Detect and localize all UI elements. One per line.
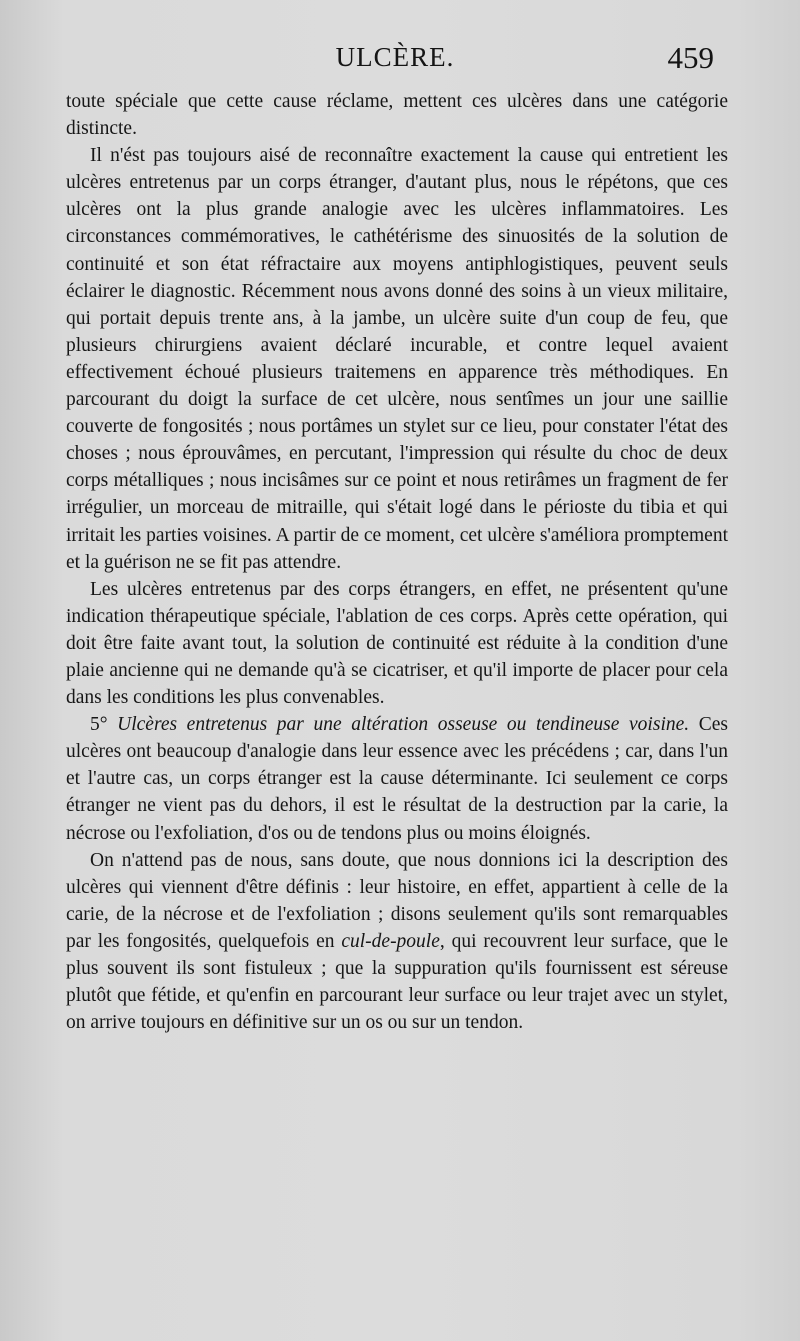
paragraph-foreign-body-diagnosis: Il n'ést pas toujours aisé de reconnaître exactement la cause qui entretient les ulcères entretenus par un corps étranger, d'autant plus, nous le répétons, que ces ulcères ont la plus grande analogie avec les ulcères inflammatoires. Les circonstances commémoratives, le cathétérisme des sinuosités de la solution de continuité et son état réfractaire aux moyens antiphlogistiques, peuvent seuls éclairer le diagnostic. Récemment nous avons donné des soins à un vieux militaire, qui portait depuis trente ans, à la jambe, un ulcère suite d'un coup de feu, que plusieurs chirurgiens avaient déclaré incurable, et contre lequel avaient effectivement échoué plusieurs traitemens en apparence très méthodiques. En parcourant du doigt la surface de cet ulcère, nous sentîmes un jour une saillie couverte de fongosités ; nous portâmes un stylet sur ce lieu, pour constater l'état des choses ; nous éprouvâmes, en percutant, l'impression qui résulte du choc de deux corps métalliques ; nous incisâmes sur ce point et nous retirâmes un fragment de fer irrégulier, un morceau de mitraille, qui s'était logé dans le périoste du tibia et qui irritait les parties voisines. A partir de ce moment, cet ulcère s'améliora promptement et la guérison ne se fit pas attendre. bbox=[66, 145, 728, 573]
page-header bbox=[0, 38, 800, 78]
description-text-before: On n'attend pas de nous, sans doute, que nous donnions ici la description des ulcères qui viennent d'être définis : leur histoire, en effet, appartient à celle de la carie, de la nécrose et de l'exfoliation ; disons seulement qu'ils sont remarquables par les fongosités, quelquefois en bbox=[66, 849, 728, 952]
italic-term: cul-de-poule bbox=[341, 930, 440, 952]
section-number: 5° bbox=[90, 714, 118, 736]
section-text: Ces ulcères ont beaucoup d'analogie dans leur essence avec les précédens ; car, dans l'un et l'autre cas, un corps étranger est la cause déterminante. Ici seulement ce corps étranger ne vient pas du dehors, il est le résultat de la destruction par la carie, la nécrose ou l'exfoliation, d'os ou de tendons plus ou moins éloignés. bbox=[66, 714, 728, 844]
section-heading: Ulcères entretenus par une altération osseuse ou tendineuse voisine. bbox=[117, 714, 690, 736]
paragraph-section-5 bbox=[66, 711, 728, 846]
paragraph-continuation: toute spéciale que cette cause réclame, mettent ces ulcères dans une catégorie distincte. bbox=[66, 91, 728, 140]
paragraph-description bbox=[66, 847, 728, 1037]
paragraph-foreign-body-treatment: Les ulcères entretenus par des corps étrangers, en effet, ne présentent qu'une indication thérapeutique spéciale, l'ablation de ces corps. Après cette opération, qui doit être faite avant tout, la solution de continuité est réduite à la condition d'une plaie ancienne qui ne demande qu'à se cicatriser, et qu'il importe de placer pour cela dans les conditions les plus convenables. bbox=[66, 578, 728, 709]
body-text bbox=[66, 88, 728, 1036]
description-text-after: , qui recouvrent leur surface, que le plus souvent ils sont fistuleux ; que la suppuration qu'ils fournissent est séreuse plutôt que fétide, et qu'enfin en parcourant leur surface ou leur trajet avec un stylet, on arrive toujours en définitive sur un os ou sur un tendon. bbox=[66, 930, 728, 1034]
page-number: 459 bbox=[667, 40, 714, 75]
running-title: ULCÈRE. bbox=[335, 42, 455, 72]
